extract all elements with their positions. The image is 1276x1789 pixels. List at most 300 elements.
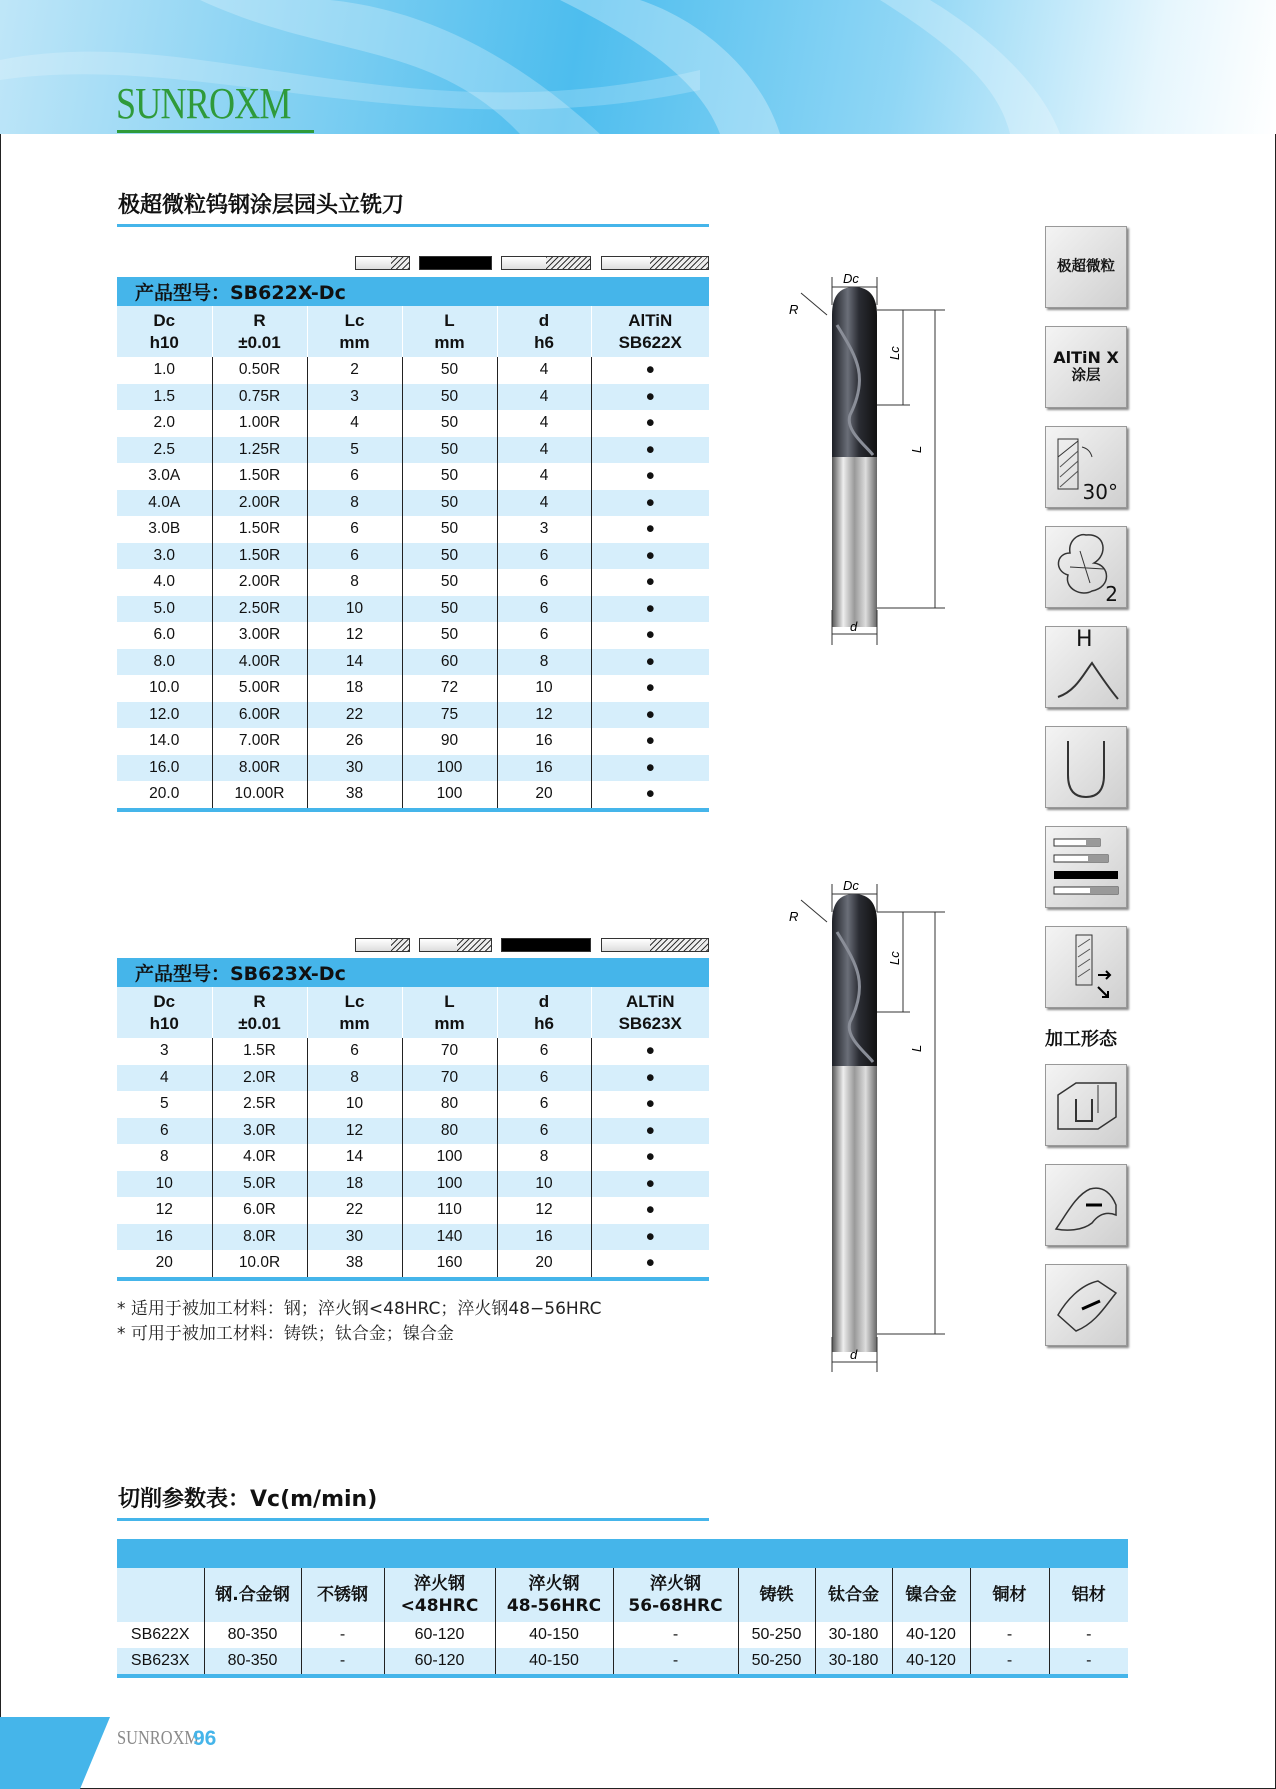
table-cell: 6.0R xyxy=(212,1197,307,1224)
cutting-cell: 50-250 xyxy=(738,1648,815,1676)
cutting-cell: SB622X xyxy=(130,1626,190,1643)
table-cell: 14 xyxy=(307,649,402,676)
table-cell: 10 xyxy=(497,1171,591,1198)
helix-angle-icon xyxy=(1045,426,1127,508)
table-cell: 2.50R xyxy=(212,596,307,623)
table-cell: 12 xyxy=(497,702,591,729)
table-cell: 4.0R xyxy=(212,1144,307,1171)
table-cell: 6 xyxy=(497,1091,591,1118)
d-label: d xyxy=(850,1347,858,1362)
table-cell: 50 xyxy=(402,569,497,596)
l-label: L xyxy=(909,1044,924,1052)
table-cell: 18 xyxy=(307,1171,402,1198)
table-row xyxy=(117,1171,709,1198)
table-row xyxy=(117,569,709,596)
table-cell: 5.0R xyxy=(212,1171,307,1198)
table-cell: 6 xyxy=(497,1065,591,1092)
table-cell: 4.0A xyxy=(117,490,212,517)
table-row xyxy=(117,490,709,517)
lc-label: Lc xyxy=(887,346,902,360)
cutting-header-line1: 淬火钢 xyxy=(414,1574,465,1594)
table-cell: 2 xyxy=(307,357,402,384)
table-cell: 8 xyxy=(497,649,591,676)
header-banner xyxy=(0,0,1276,134)
cutting-header-line1: 钛合金 xyxy=(828,1585,879,1605)
table-cell: 3.0B xyxy=(148,520,181,538)
table-cell: 1.50R xyxy=(212,516,307,543)
table-cell: 30 xyxy=(307,1224,402,1251)
table-cell: ● xyxy=(591,1118,709,1145)
column-header xyxy=(591,306,709,357)
table-cell: ● xyxy=(591,1144,709,1171)
cutting-cell: SB623X xyxy=(117,1648,204,1676)
table-cell: 12 xyxy=(155,1201,173,1219)
table-row xyxy=(117,1197,709,1224)
table-cell: 8.00R xyxy=(212,755,307,782)
table-cell: 3 xyxy=(307,384,402,411)
hardness-icon xyxy=(1045,626,1127,708)
table-cell: 5.00R xyxy=(212,675,307,702)
column-header xyxy=(402,987,497,1038)
table-cell: 50 xyxy=(402,622,497,649)
plunge-direction-icon xyxy=(1045,926,1127,1008)
table-cell: 50 xyxy=(402,357,497,384)
table-cell: 6 xyxy=(117,1118,212,1145)
table-row xyxy=(117,384,709,411)
coating-label: AlTiN X xyxy=(1053,348,1119,367)
table-cell: 75 xyxy=(402,702,497,729)
cutting-header-line1: 镍合金 xyxy=(905,1585,957,1605)
table-cell: 4.00R xyxy=(212,649,307,676)
table-caption: 产品型号：SB622X-Dc xyxy=(117,277,709,306)
dc-label: Dc xyxy=(843,878,859,893)
table-cell: 20.0 xyxy=(117,781,212,810)
cutting-column-header xyxy=(495,1568,613,1622)
table-cell: 20 xyxy=(497,1250,591,1279)
table-cell: 1.50R xyxy=(212,463,307,490)
cutting-header-line1: 钢.合金钢 xyxy=(215,1585,290,1605)
product-title: 极超微粒钨钢涂层园头立铣刀 xyxy=(118,193,405,218)
column-header-line2: mm xyxy=(434,332,465,352)
column-header xyxy=(307,987,402,1038)
table-cell: 90 xyxy=(402,728,497,755)
table-row xyxy=(117,649,709,676)
cutting-title-underline xyxy=(117,1518,709,1521)
table-cell: ● xyxy=(591,410,709,437)
table-cell: 10 xyxy=(117,1171,212,1198)
table-cell: ● xyxy=(591,1038,709,1065)
cutting-column-header xyxy=(117,1568,204,1622)
note-line: * 适用于被加工材料：钢；淬火钢<48HRC；淬火钢48−56HRC xyxy=(117,1299,602,1319)
table-cell: 10 xyxy=(307,1091,402,1118)
table-row xyxy=(117,1144,709,1171)
process-form-label: 加工形态 xyxy=(1045,1029,1117,1050)
table-cell: 16 xyxy=(497,755,591,782)
table-cell: 50 xyxy=(402,596,497,623)
table-row xyxy=(117,1091,709,1118)
cutting-header-line1: 铝材 xyxy=(1071,1585,1106,1605)
bar-long-active xyxy=(501,938,591,952)
table-cell: ● xyxy=(591,490,709,517)
cutting-cell: - xyxy=(970,1648,1049,1676)
table-cell: 100 xyxy=(402,755,497,782)
table-cell: 160 xyxy=(402,1250,497,1279)
cutting-cell: - xyxy=(613,1648,738,1676)
cutting-cell: - xyxy=(301,1622,384,1648)
table-cell: 12 xyxy=(307,1118,402,1145)
cutting-row xyxy=(117,1648,1128,1676)
cutting-cell: 80-350 xyxy=(204,1648,301,1676)
column-header-line1: R xyxy=(253,991,266,1011)
l-label: L xyxy=(909,445,924,453)
column-header xyxy=(117,306,212,357)
hardness-label: H xyxy=(1076,627,1093,652)
table-cell: ● xyxy=(591,543,709,570)
table-row xyxy=(117,516,709,543)
table-cell: 6 xyxy=(307,1038,402,1065)
table-cell: 4 xyxy=(497,490,591,517)
table-cell: 50 xyxy=(402,384,497,411)
table-cell: 1.0 xyxy=(153,361,176,379)
helix-angle-label: 30° xyxy=(1082,480,1118,504)
column-header-line2: SB622X xyxy=(618,332,682,352)
table-cell: ● xyxy=(591,463,709,490)
3d-surface-icon xyxy=(1045,1264,1127,1346)
slotting-icon xyxy=(1045,1064,1127,1146)
column-header-line1: ALTiN xyxy=(626,991,675,1011)
table-cell: ● xyxy=(591,702,709,729)
column-header xyxy=(591,987,709,1038)
table-cell: 1.25R xyxy=(212,437,307,464)
table-cell: 4 xyxy=(497,463,591,490)
cutting-cell: 40-150 xyxy=(495,1648,613,1676)
table-cell: 14.0 xyxy=(149,732,180,750)
table-cell: 6 xyxy=(307,516,402,543)
column-header-line2: h10 xyxy=(149,332,179,352)
table-cell: 7.00R xyxy=(212,728,307,755)
table-cell: 1.5R xyxy=(212,1038,307,1065)
micro-grain-label: 极超微粒 xyxy=(1057,259,1115,275)
table-cell: 80 xyxy=(402,1091,497,1118)
cutting-header-line1: 不锈钢 xyxy=(317,1585,368,1605)
table-cell: 2.5R xyxy=(212,1091,307,1118)
column-header xyxy=(497,306,591,357)
table-cell: 70 xyxy=(402,1038,497,1065)
bar-extra-long xyxy=(601,938,709,952)
table-cell: ● xyxy=(591,1250,709,1279)
column-header-line1: Dc xyxy=(153,991,176,1011)
table-cell: 10.00R xyxy=(212,781,307,810)
table-cell: 1.50R xyxy=(212,543,307,570)
cutting-cell: 30-180 xyxy=(815,1622,892,1648)
table-cell: 26 xyxy=(307,728,402,755)
dc-label: Dc xyxy=(843,271,859,286)
table-cell: 100 xyxy=(402,1144,497,1171)
table-cell: ● xyxy=(591,755,709,782)
table-cell: 6 xyxy=(497,622,591,649)
table-cell: ● xyxy=(591,1197,709,1224)
column-header-line2: mm xyxy=(339,1013,370,1033)
table-cell: 22 xyxy=(307,702,402,729)
table-row xyxy=(117,755,709,782)
table-row xyxy=(117,1118,709,1145)
column-header-line2: h6 xyxy=(534,332,554,352)
end-mill-diagram-2 xyxy=(775,872,955,1382)
table-cell: 4 xyxy=(497,357,591,384)
table-cell: 38 xyxy=(307,1250,402,1279)
note-line: * 可用于被加工材料：铸铁；钛合金；镍合金 xyxy=(117,1324,454,1344)
cutting-header-line1: 淬火钢 xyxy=(528,1574,580,1594)
cutting-cell: - xyxy=(1049,1648,1128,1676)
table-cell: ● xyxy=(591,1224,709,1251)
column-header-line2: h6 xyxy=(534,1013,554,1033)
table-cell: 12 xyxy=(497,1197,591,1224)
r-label: R xyxy=(789,909,799,924)
spec-table-sb622x xyxy=(117,277,709,812)
column-header-line2: h10 xyxy=(149,1013,179,1033)
cutting-cell: - xyxy=(613,1622,738,1648)
table-cell: 6 xyxy=(497,1118,591,1145)
table-row xyxy=(117,1224,709,1251)
table-cell: 3.00R xyxy=(212,622,307,649)
table-cell: 12.0 xyxy=(117,702,212,729)
table-row xyxy=(117,463,709,490)
cutting-column-header xyxy=(1049,1568,1128,1622)
spec-table-sb623x xyxy=(117,958,709,1281)
cutting-cell: 40-120 xyxy=(892,1648,970,1676)
table-cell: 0.50R xyxy=(212,357,307,384)
profiling-icon xyxy=(1045,1164,1127,1246)
cutting-row xyxy=(117,1622,1128,1648)
table-cell: ● xyxy=(591,622,709,649)
table-cell: 1.5 xyxy=(117,384,212,411)
table-cell: ● xyxy=(591,781,709,810)
table-cell: ● xyxy=(591,728,709,755)
table-cell: 60 xyxy=(402,649,497,676)
bar-long xyxy=(501,256,591,270)
bar-stub xyxy=(355,938,410,952)
page-number: 96 xyxy=(193,1727,217,1750)
cutting-column-header xyxy=(301,1568,384,1622)
cutting-cell: 40-150 xyxy=(495,1622,613,1648)
brand-logo: SUNROXM xyxy=(116,79,291,128)
cutting-column-header xyxy=(892,1568,970,1622)
flute-count-icon xyxy=(1045,526,1127,608)
table-cell: 10.0 xyxy=(149,679,180,697)
cutting-title: 切削参数表：Vc(m/min) xyxy=(118,1487,378,1512)
table-cell: 14 xyxy=(307,1144,402,1171)
length-type-bars-1 xyxy=(355,256,709,270)
table-cell: 2.00R xyxy=(212,490,307,517)
cutting-cell: 40-120 xyxy=(892,1622,970,1648)
cutting-cell: - xyxy=(301,1648,384,1676)
column-header-line2: mm xyxy=(339,332,370,352)
flute-count-label: 2 xyxy=(1105,582,1118,606)
cutting-column-header xyxy=(613,1568,738,1622)
table-row xyxy=(117,357,709,384)
table-row xyxy=(117,596,709,623)
table-cell: 100 xyxy=(402,1171,497,1198)
table-cell: 3.0R xyxy=(212,1118,307,1145)
micro-grain-icon xyxy=(1045,226,1127,308)
table-cell: 2.00R xyxy=(212,569,307,596)
table-cell: 16.0 xyxy=(117,755,212,782)
column-header-line2: ±0.01 xyxy=(238,1013,281,1033)
table-cell: 140 xyxy=(402,1224,497,1251)
table-cell: 6 xyxy=(307,463,402,490)
table-cell: 0.75R xyxy=(212,384,307,411)
cutting-cell: 50-250 xyxy=(738,1622,815,1648)
table-cell: 16 xyxy=(117,1224,212,1251)
table-row xyxy=(117,728,709,755)
cutting-column-header xyxy=(815,1568,892,1622)
table-cell: 8.0 xyxy=(117,649,212,676)
table-row xyxy=(117,543,709,570)
column-header-line1: L xyxy=(444,991,455,1011)
table-cell: 70 xyxy=(402,1065,497,1092)
table-cell: ● xyxy=(591,569,709,596)
table-cell: 3.0A xyxy=(148,467,181,485)
column-header-line1: Lc xyxy=(344,310,365,330)
table-cell: 4 xyxy=(117,1065,212,1092)
table-cell: 30 xyxy=(307,755,402,782)
table-cell: ● xyxy=(591,1091,709,1118)
column-header-line1: Dc xyxy=(153,310,176,330)
cutting-cell: 30-180 xyxy=(815,1648,892,1676)
column-header xyxy=(307,306,402,357)
d-label: d xyxy=(850,619,858,634)
table-cell: 18 xyxy=(307,675,402,702)
column-header-line1: R xyxy=(253,310,266,330)
table-cell: 2.0 xyxy=(153,414,176,432)
table-row xyxy=(117,781,709,810)
table-cell: 5 xyxy=(307,437,402,464)
table-cell: 8 xyxy=(307,569,402,596)
table-cell: 100 xyxy=(402,781,497,810)
cutting-table-caption-bar xyxy=(117,1539,1128,1568)
table-cell: 10.0R xyxy=(212,1250,307,1279)
table-cell: 6 xyxy=(497,1038,591,1065)
column-header-line1: d xyxy=(538,991,550,1011)
table-cell: ● xyxy=(591,596,709,623)
column-header xyxy=(117,987,212,1038)
cutting-cell: - xyxy=(970,1622,1049,1648)
table-cell: 72 xyxy=(402,675,497,702)
cutting-cell: 80-350 xyxy=(204,1622,301,1648)
coating-sublabel: 涂层 xyxy=(1071,368,1101,384)
table-cell: 4 xyxy=(497,437,591,464)
table-cell: 3.0 xyxy=(117,543,212,570)
table-cell: 8 xyxy=(497,1144,591,1171)
table-row xyxy=(117,622,709,649)
table-row xyxy=(117,1038,709,1065)
cutting-column-header xyxy=(738,1568,815,1622)
table-cell: 50 xyxy=(402,463,497,490)
table-cell: ● xyxy=(591,1065,709,1092)
bar-extra-long xyxy=(601,256,709,270)
cutting-column-header xyxy=(384,1568,495,1622)
cutting-column-header xyxy=(970,1568,1049,1622)
table-cell: 5.0 xyxy=(117,596,212,623)
table-cell: 20 xyxy=(497,781,591,810)
cutting-cell: 60-120 xyxy=(384,1622,495,1648)
table-cell: 50 xyxy=(402,437,497,464)
table-cell: 3 xyxy=(159,1042,169,1060)
cutting-cell: 60-120 xyxy=(384,1648,495,1676)
table-cell: 50 xyxy=(402,516,497,543)
table-cell: ● xyxy=(591,384,709,411)
table-cell: 16 xyxy=(497,728,591,755)
column-header-line2: ±0.01 xyxy=(238,332,281,352)
cutting-column-header xyxy=(204,1568,301,1622)
table-cell: 1.00R xyxy=(212,410,307,437)
table-row xyxy=(117,437,709,464)
material-notes xyxy=(117,1297,602,1347)
footer-corner-graphic xyxy=(0,1717,110,1789)
column-header-line1: d xyxy=(538,310,550,330)
table-cell: 2.0R xyxy=(212,1065,307,1092)
lc-label: Lc xyxy=(887,951,902,965)
table-cell: 6 xyxy=(307,543,402,570)
table-row xyxy=(117,410,709,437)
table-cell: 6 xyxy=(497,569,591,596)
cutting-params-table xyxy=(117,1539,1128,1678)
table-cell: 2.5 xyxy=(117,437,212,464)
table-cell: ● xyxy=(591,1171,709,1198)
column-header-line1: AlTiN xyxy=(628,310,673,330)
bar-regular xyxy=(419,938,492,952)
table-cell: 8.0R xyxy=(212,1224,307,1251)
table-cell: 10 xyxy=(497,675,591,702)
cutting-header-line1: 铸铁 xyxy=(759,1585,794,1605)
cutting-header-line1: 铜材 xyxy=(992,1585,1027,1605)
column-header-line2: SB623X xyxy=(618,1013,682,1033)
table-cell: 5 xyxy=(159,1095,169,1113)
table-cell: 8 xyxy=(159,1148,169,1166)
table-row xyxy=(117,702,709,729)
table-cell: 4 xyxy=(497,384,591,411)
column-header xyxy=(212,987,307,1038)
table-row xyxy=(117,1250,709,1279)
column-header-line1: L xyxy=(444,310,455,330)
table-cell: 6 xyxy=(497,596,591,623)
brand-underline xyxy=(117,130,314,133)
table-cell: 4 xyxy=(307,410,402,437)
table-cell: 10 xyxy=(307,596,402,623)
table-cell: 50 xyxy=(402,490,497,517)
title-underline xyxy=(117,224,709,227)
bar-regular-active xyxy=(419,256,492,270)
table-cell: 4 xyxy=(497,410,591,437)
table-cell: 50 xyxy=(402,410,497,437)
bar-stub xyxy=(355,256,410,270)
table-row xyxy=(117,675,709,702)
table-row xyxy=(117,1065,709,1092)
table-cell: 8 xyxy=(307,490,402,517)
table-cell: 4.0 xyxy=(153,573,176,591)
table-cell: 6.00R xyxy=(212,702,307,729)
footer-brand: SUNROXM xyxy=(117,1727,200,1749)
cutting-header-line2: 48-56HRC xyxy=(506,1596,602,1616)
cutting-header-line2: 56-68HRC xyxy=(628,1596,723,1616)
cutting-cell: - xyxy=(1049,1622,1128,1648)
table-cell: ● xyxy=(591,649,709,676)
cutting-header-line1: 淬火钢 xyxy=(650,1574,701,1594)
table-cell: 22 xyxy=(307,1197,402,1224)
table-cell: 110 xyxy=(402,1197,497,1224)
table-cell: 6 xyxy=(497,543,591,570)
table-cell: ● xyxy=(591,675,709,702)
